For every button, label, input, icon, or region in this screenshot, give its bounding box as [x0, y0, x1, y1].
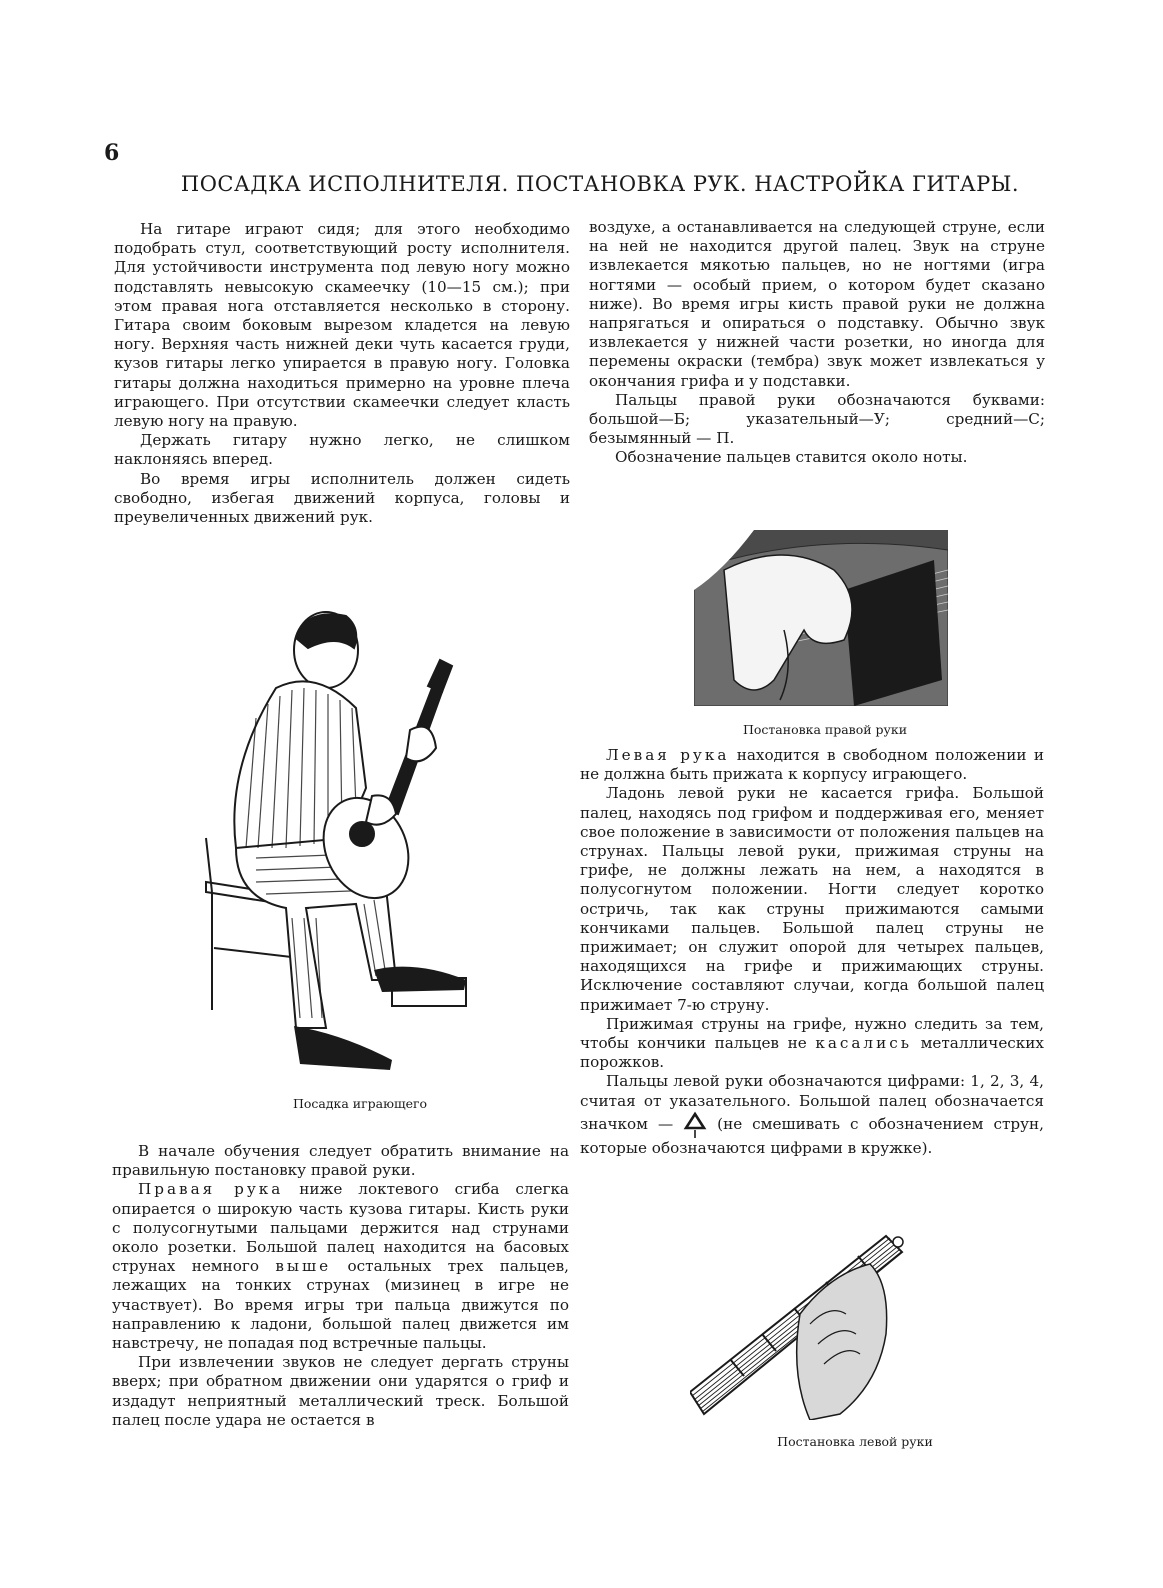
paragraph: [580, 1015, 1044, 1073]
paragraph: Во время игры исполнитель должен сидеть свободно, избегая движений корпуса, головы и преувеличенных движений рук.: [114, 469, 570, 527]
paragraph: [580, 746, 1044, 784]
thumb-symbol-icon: [683, 1111, 707, 1139]
paragraph-text: остальных трех пальцев, лежащих на тонких струнах (мизинец в игре не участвует). Во время игры три пальца движутся по направлению к ладони, большой палец движется им навстречу, не попадая под встречные пальцы.: [112, 1257, 569, 1353]
paragraph-text: ниже локтевого сгиба слегка опирается о широкую часть кузова гитары. Кисть руки с полусогнутыми пальцами держится над струнами около розетки. Большой палец находится на басовых струнах немного: [112, 1180, 569, 1276]
figure-caption: Постановка правой руки: [742, 722, 908, 737]
paragraph-text: (не смешивать с обозначением струн, которые обозначаются цифрами в кружке).: [580, 1114, 1044, 1157]
paragraph-text: Прижимая струны на грифе, нужно следить за тем, чтобы кончики пальцев не: [580, 1014, 1044, 1053]
right-column-continuation: [589, 218, 1045, 468]
paragraph: [580, 1072, 1044, 1158]
figure-caption: Постановка левой руки: [777, 1434, 933, 1449]
paragraph: При извлечении звуков не следует дергать струны вверх; при обратном движении они ударятся о гриф и издадут неприятный металлический треск. Большой палец после удара не остается в: [112, 1353, 569, 1429]
right-column-left-hand: [580, 746, 1044, 1158]
paragraph: воздухе, а останавливается на следующей струне, если на ней не находится другой палец. Звук на струне извлекается мякотью пальцев, но не ногтями (игра ногтями — особый прием, о котором будет сказано ниже). Во время игры кисть правой руки не должна напрягаться и опираться о подставку. Обычно звук извлекается у нижней части розетки, но иногда для перемены окраски (тембра) звук может извлекаться у окончания грифа и у подставки.: [589, 218, 1045, 390]
paragraph: Держать гитару нужно легко, не слишком наклоняясь вперед.: [114, 431, 570, 469]
right-hand-photo: [694, 530, 948, 706]
emphasis-text: касались: [815, 1034, 912, 1053]
page-number: 6: [104, 140, 120, 166]
paragraph-text: Пальцы левой руки обозначаются цифрами: 1, 2, 3, 4, считая от указательного. Большой палец обозначается значком —: [580, 1072, 1044, 1133]
paragraph: [112, 1180, 569, 1353]
paragraph: Обозначение пальцев ставится около ноты.: [615, 448, 968, 467]
emphasis-text: выше: [275, 1257, 332, 1276]
emphasis-text: Правая рука: [138, 1180, 284, 1199]
page-title: ПОСАДКА ИСПОЛНИТЕЛЯ. ПОСТАНОВКА РУК. НАСТРОЙКА ГИТАРЫ.: [180, 172, 1020, 196]
left-column-intro: [114, 220, 570, 527]
seated-guitarist-illustration: [196, 608, 486, 1088]
emphasis-text: Левая рука: [606, 746, 730, 764]
paragraph: В начале обучения следует обратить внимание на правильную постановку правой руки.: [112, 1142, 569, 1180]
paragraph: Пальцы правой руки обозначаются буквами: большой—Б; указательный—У; средний—С; безымянный — П.: [589, 390, 1045, 448]
paragraph: Ладонь левой руки не касается грифа. Большой палец, находясь под грифом и поддерживая его, меняет свое положение в зависимости от положения пальцев на струнах. Пальцы левой руки, прижимая струны на грифе, не должны лежать на нем, а находятся в полусогнутом положении. Ногти следует коротко остричь, так как струны прижимаются самыми кончиками пальцев. Большой палец струны не прижимает; он служит опорой для четырех пальцев, находящихся на грифе и прижимающих струны. Исключение составляют случаи, когда большой палец прижимает 7-ю струну.: [580, 784, 1044, 1014]
paragraph-text: находится в свободном положении и не должна быть прижата к корпусу играющего.: [580, 746, 1044, 784]
figure-caption: Посадка играющего: [292, 1096, 428, 1111]
paragraph-text: металлических порожков.: [580, 1034, 1044, 1072]
paragraph: На гитаре играют сидя; для этого необходимо подобрать стул, соответствующий росту исполнителя. Для устойчивости инструмента под левую ногу можно подставлять невысокую скамеечку (10—15 см.); при этом правая нога отставляется несколько в сторону. Гитара своим боковым вырезом кладется на левую ногу. Верхняя часть нижней деки чуть касается груди, кузов гитары легко упирается в правую ногу. Головка гитары должна находиться примерно на уровне плеча играющего. При отсутствии скамеечки следует класть левую ногу на правую.: [114, 220, 570, 431]
left-hand-illustration: [690, 1224, 916, 1420]
left-column-right-hand: [112, 1142, 569, 1430]
